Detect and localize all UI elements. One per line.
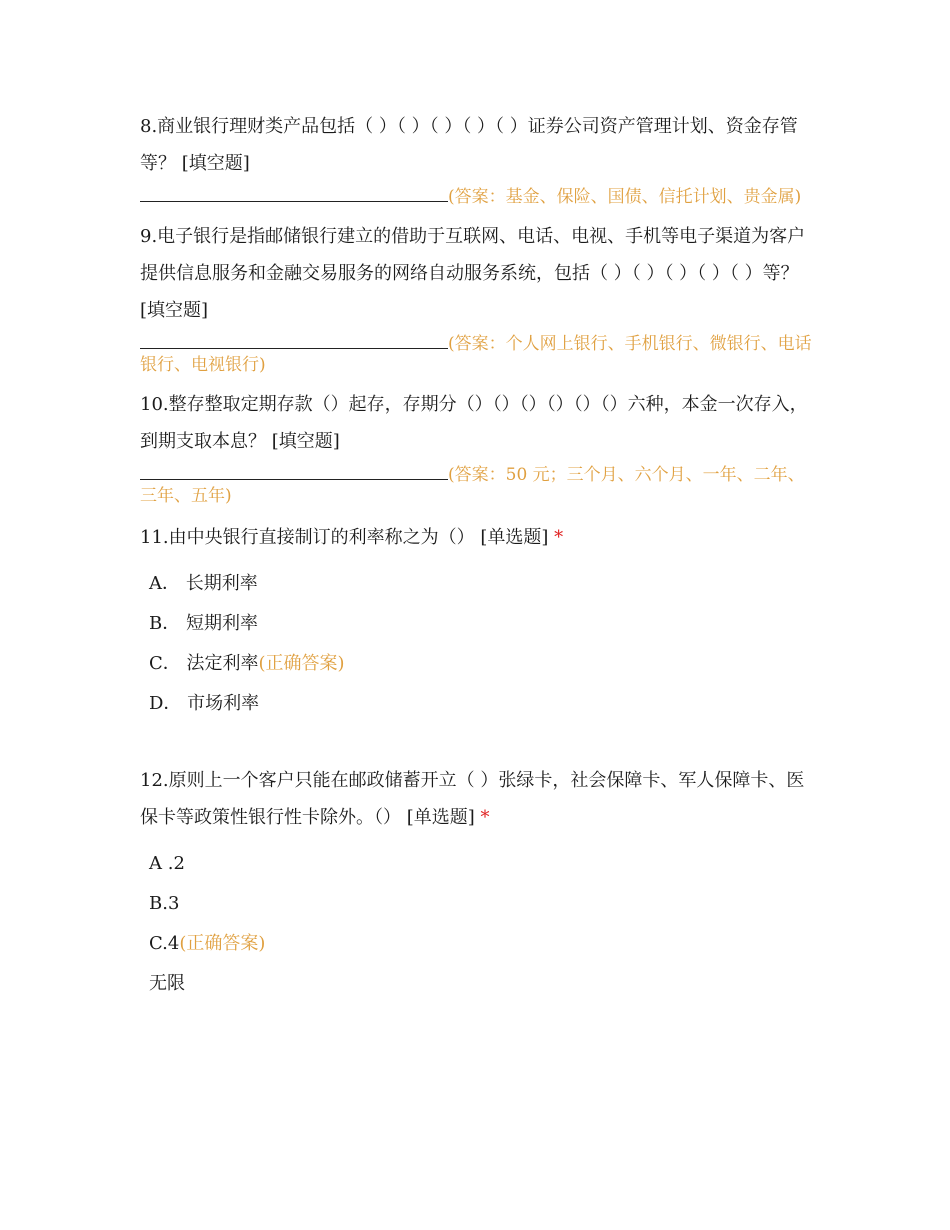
- question-12-heading: [140, 762, 815, 836]
- fill-blank-line: [140, 186, 448, 202]
- question-8-answer: (答案：基金、保险、国债、信托计划、贵金属): [448, 187, 802, 207]
- question-11-options: [140, 564, 815, 724]
- fill-blank-line: [140, 333, 448, 349]
- option-a[interactable]: A． 长期利率: [149, 573, 258, 594]
- question-9: [140, 218, 815, 376]
- question-10-answer-line: [140, 464, 815, 507]
- question-12-text: 12.原则上一个客户只能在邮政储蓄开立（ ）张绿卡，社会保障卡、军人保障卡、医保卡等政策性银行性卡除外。（） [单选题]: [140, 770, 805, 828]
- questionnaire-page: [140, 108, 815, 1004]
- question-8-answer-line: [140, 186, 815, 208]
- question-8: [140, 108, 815, 208]
- question-10: [140, 386, 815, 507]
- option-b[interactable]: B． 短期利率: [149, 613, 258, 634]
- correct-answer-tag: (正确答案): [179, 933, 266, 954]
- fill-blank-line: [140, 464, 448, 480]
- question-12: [140, 762, 815, 1004]
- question-11-text: 11.由中央银行直接制订的利率称之为（） [单选题]: [140, 527, 549, 548]
- option-d[interactable]: 无限: [149, 973, 185, 994]
- correct-answer-tag: (正确答案): [258, 653, 345, 674]
- question-9-answer-line: [140, 333, 815, 376]
- question-10-answer: (答案：50 元；三个月、六个月、一年、二年、三年、五年): [140, 465, 805, 506]
- question-11: [140, 519, 815, 724]
- required-star: *: [554, 527, 564, 548]
- option-c[interactable]: C.4(正确答案): [149, 933, 266, 954]
- question-10-text: 10.整存整取定期存款（）起存，存期分（）（）（）（）（）（）六种，本金一次存入，到期支取本息？ [填空题]: [140, 394, 808, 452]
- option-d[interactable]: D． 市场利率: [149, 693, 260, 714]
- option-a[interactable]: A .2: [149, 853, 185, 874]
- question-12-options: [140, 844, 815, 1004]
- question-9-answer: (答案：个人网上银行、手机银行、微银行、电话银行、电视银行): [140, 334, 812, 375]
- question-11-heading: [140, 519, 815, 556]
- required-star: *: [480, 807, 490, 828]
- question-9-text: 9.电子银行是指邮储银行建立的借助于互联网、电话、电视、手机等电子渠道为客户提供信息服务和金融交易服务的网络自动服务系统，包括（ ）（ ）（ ）（ ）（ ）等？ [填空题]: [140, 226, 806, 321]
- option-b[interactable]: B.3: [149, 893, 180, 914]
- question-8-text: 8.商业银行理财类产品包括（ ）（ ）（ ）（ ）（ ）证券公司资产管理计划、资金存管等？ [填空题]: [140, 116, 798, 174]
- option-c[interactable]: C． 法定利率(正确答案): [149, 653, 345, 674]
